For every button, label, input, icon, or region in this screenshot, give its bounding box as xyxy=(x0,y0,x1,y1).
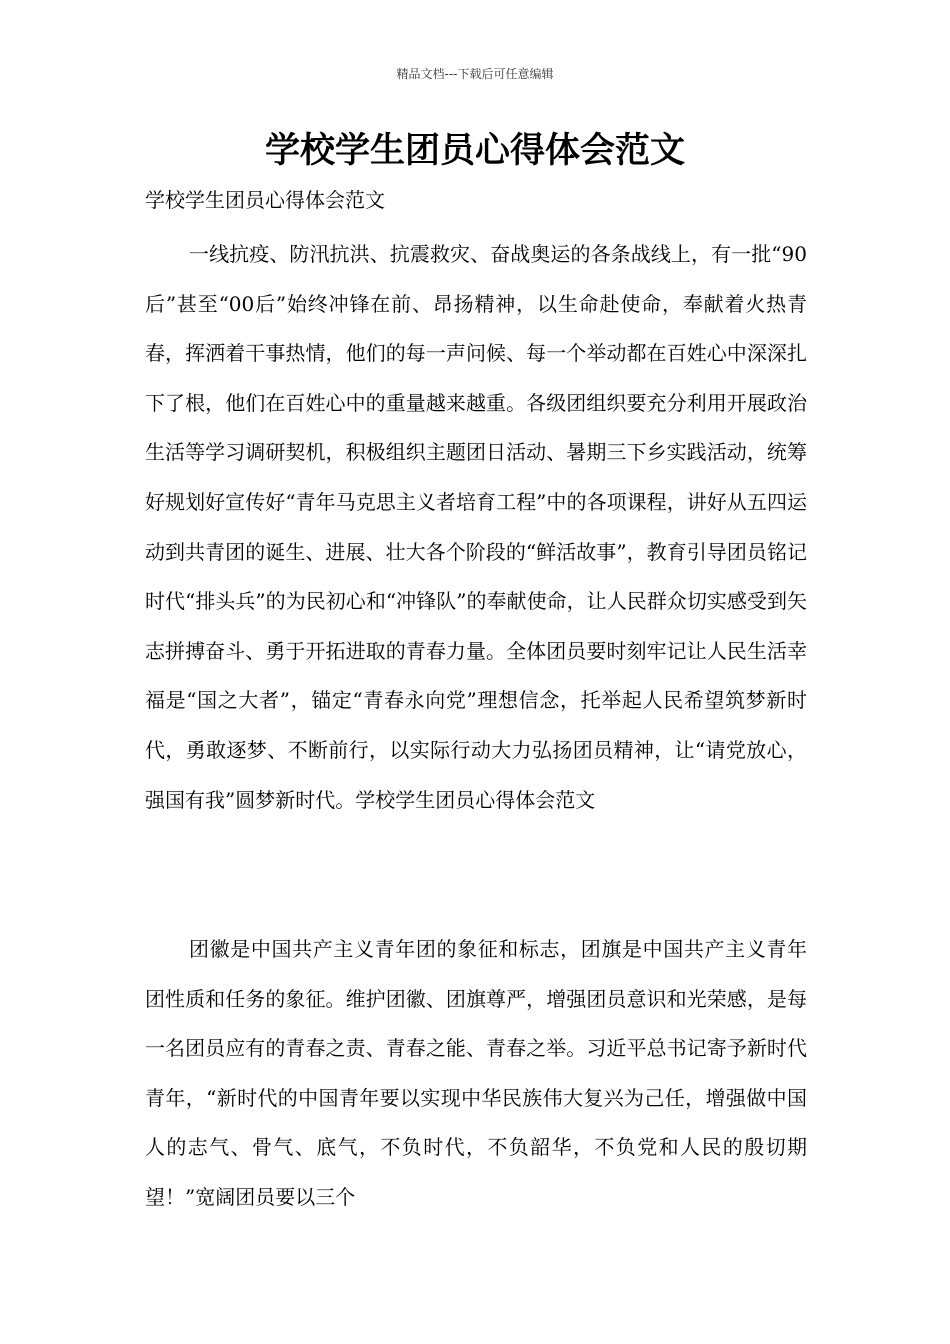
body-paragraph: 一线抗疫、防汛抗洪、抗震救灾、奋战奥运的各条战线上，有一批“90后”甚至“00后”始终冲锋在前、昂扬精神，以生命赴使命，奉献着火热青春，挥洒着干事热情，他们的每一声问候、每一个举动都在百姓心中深深扎下了根，他们在百姓心中的重量越来越重。各级团组织要充分利用开展政治生活等学习调研契机，积极组织主题团日活动、暑期三下乡实践活动，统筹好规划好宣传好“青年马克思主义者培育工程”中的各项课程，讲好从五四运动到共青团的诞生、进展、壮大各个阶段的“鲜活故事”，教育引导团员铭记时代“排头兵”的为民初心和“冲锋队”的奉献使命，让人民群众切实感受到矢志拼搏奋斗、勇于开拓进取的青春力量。全体团员要时刻牢记让人民生活幸福是“国之大者”，锚定“青春永向党”理想信念，托举起人民希望筑梦新时代，勇敢逐梦、不断前行，以实际行动大力弘扬团员精神，让“请党放心，强国有我”圆梦新时代。学校学生团员心得体会范文 xyxy=(145,242,807,812)
document-title: 学校学生团员心得体会范文 xyxy=(264,131,685,171)
body-paragraph: 团徽是中国共产主义青年团的象征和标志，团旗是中国共产主义青年团性质和任务的象征。维护团徽、团旗尊严，增强团员意识和光荣感，是每一名团员应有的青春之责、青春之能、青春之举。习近平总书记寄予新时代青年，“新时代的中国青年要以实现中华民族伟大复兴为己任，增强做中国人的志气、骨气、底气，不负时代，不负韶华，不负党和人民的殷切期望！”宽阔团员要以三个 xyxy=(145,937,807,1209)
document-subtitle: 学校学生团员心得体会范文 xyxy=(145,188,385,212)
page-header-note: 精品文档---下载后可任意编辑 xyxy=(396,67,554,81)
